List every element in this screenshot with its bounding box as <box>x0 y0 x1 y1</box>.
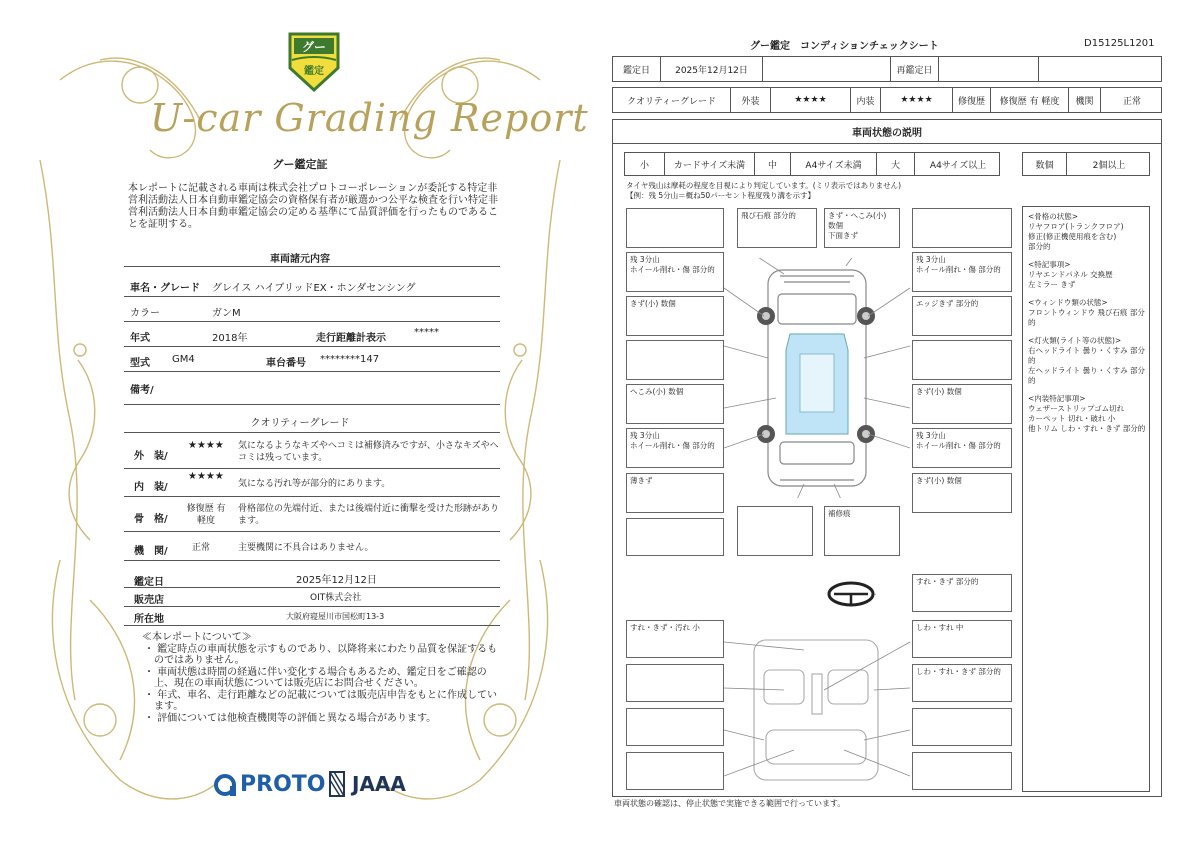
document-id: D15125L1201 <box>1084 38 1155 49</box>
shop-value: OIT株式会社 <box>310 593 362 603</box>
callout-empty <box>912 208 1012 248</box>
callout-text: 補修痕 <box>828 509 851 518</box>
tire-note: タイヤ残山は摩耗の程度を目視により判定しています。(ミリ表示ではありません) <box>626 181 902 190</box>
quality-grade-interior: ★★★★ <box>188 471 224 482</box>
quality-label-engine: 機 関/ <box>134 546 168 557</box>
remark-line: 左ミラー きず <box>1028 280 1076 289</box>
proto-logo-icon <box>214 772 240 798</box>
divider <box>124 432 500 433</box>
callout-text: 残 3分山 <box>630 431 660 440</box>
callout-left-1 <box>626 296 724 336</box>
callout-tire-front-right <box>912 252 1012 292</box>
remark-line: <骨格の状態> <box>1028 212 1079 221</box>
callout-steering <box>912 574 1012 612</box>
footer-note: 車両状態の確認は、停止状態で実施できる範囲で行っています。 <box>614 799 846 808</box>
remark-spacer <box>1028 328 1152 336</box>
model-label: 型式 <box>130 358 150 369</box>
proto-logo-text: PROTO <box>240 772 326 797</box>
divider <box>124 560 500 561</box>
size-mid: 中 <box>755 153 791 175</box>
callout-empty <box>912 752 1012 790</box>
quality-desc-engine: 主要機関に不具合はありません。 <box>238 543 374 553</box>
divider <box>124 296 500 297</box>
jaaa-logo-icon <box>326 770 348 798</box>
callout-text: すれ・きず 部分的 <box>916 577 979 586</box>
appraisal-date-label: 鑑定日 <box>134 577 164 588</box>
jaaa-logo-text: JAAA <box>352 772 406 796</box>
callout-text: ホイール削れ・傷 部分的 <box>630 265 715 274</box>
divider <box>124 531 500 532</box>
divider <box>124 496 500 497</box>
divider <box>124 587 500 588</box>
year-label: 年式 <box>130 333 150 344</box>
remark-line: ウェザーストリップゴム切れ <box>1028 404 1125 413</box>
divider <box>124 371 500 372</box>
remark-spacer <box>1028 290 1152 298</box>
quality-grade-row <box>612 87 1162 113</box>
date-value: 2025年12月12日 <box>661 57 763 81</box>
car-interior-diagram <box>724 630 910 790</box>
logo-sub-text: 鑑定 <box>304 66 324 77</box>
car-name-label: 車名・グレード <box>130 283 200 294</box>
reappraisal-label: 再鑑定日 <box>891 57 939 81</box>
remark-spacer <box>1028 386 1152 394</box>
callout-empty <box>737 506 813 556</box>
size-large-desc: A4サイズ以上 <box>929 160 987 171</box>
callout-right-1 <box>912 296 1012 336</box>
remark-line: フロントウィンドウ 飛び石痕 部分的 <box>1028 308 1145 327</box>
callout-right-2 <box>912 384 1012 424</box>
callout-empty <box>912 340 1012 380</box>
color-label: カラー <box>130 308 160 319</box>
size-small-desc: カードサイズ未満 <box>665 153 755 175</box>
quality-label-interior: 内 装/ <box>134 482 168 493</box>
remark-line: <内装特記事項> <box>1028 394 1086 403</box>
certification-text: 本レポートに記載される車両は株式会社プロトコーポレーションが委託する特定非営利活動法人日本自動車鑑定協会の資格保有者が厳選かつ公平な検査を行い特定非営利活動法人日本自動車鑑定協会の定める基準にて品質評価を行ったものであることを証明する。 <box>128 183 498 230</box>
shop-label: 販売店 <box>134 595 164 606</box>
callout-text: しわ・すれ・きず 部分的 <box>916 667 1001 676</box>
address-value: 大阪府寝屋川市国松町13-3 <box>286 612 385 621</box>
callout-bottom-mid <box>824 506 900 556</box>
callout-text: 薄きず <box>630 476 653 485</box>
check-sheet-title: グー鑑定 コンディションチェックシート <box>750 41 939 52</box>
quality-label-exterior: 外 装/ <box>134 451 168 462</box>
quality-desc-exterior: 気になるようなキズやヘコミは補修済みですが、小さなキズやヘコミは残っています。 <box>238 441 499 463</box>
remark-line: <灯火類(ライト等の状態)> <box>1028 336 1122 345</box>
callout-text: きず(小) 数個 <box>916 476 962 485</box>
reappraisal-empty-cell <box>1039 57 1163 81</box>
reappraisal-value <box>939 57 1039 81</box>
callout-text: へこみ(小) 数個 <box>630 387 684 396</box>
callout-empty <box>912 708 1012 746</box>
callout-tire-rear-left <box>626 428 724 468</box>
odometer-value: ***** <box>414 327 439 338</box>
car-top-view-diagram <box>724 258 910 498</box>
callout-text: 残 3分山 <box>916 255 946 264</box>
logo-brand-text: グー <box>301 40 326 54</box>
int-grade: ★★★★ <box>881 88 953 112</box>
remark-line: 他トリム しわ・すれ・きず 部分的 <box>1028 424 1146 433</box>
quality-heading: クオリティーグレード <box>250 418 350 429</box>
callout-empty <box>626 664 724 702</box>
odometer-label: 走行距離計表示 <box>316 333 386 344</box>
divider <box>124 321 500 322</box>
steering-wheel-icon <box>826 580 876 608</box>
quality-desc-interior: 気になる汚れ等が部分的にあります。 <box>238 479 391 489</box>
divider <box>124 625 500 626</box>
remark-line: 部分的 <box>1028 242 1051 251</box>
remarks-label: 備考/ <box>130 385 154 396</box>
engine-value: 正常 <box>1122 96 1141 107</box>
spec-heading: 車両諸元内容 <box>270 254 330 265</box>
repair-label: 修復歴 <box>953 88 991 112</box>
quality-label-frame: 骨 格/ <box>134 514 168 525</box>
callout-top-mid <box>737 208 817 248</box>
callout-text: きず(小) 数個 <box>916 387 962 396</box>
callout-empty <box>626 340 724 380</box>
callout-text: 残 3分山 <box>916 431 946 440</box>
count-label: 数個 <box>1023 153 1067 175</box>
callout-text: すれ・きず・汚れ 小 <box>630 623 700 632</box>
size-mid-desc: A4サイズ未満 <box>791 153 877 175</box>
callout-text: しわ・すれ 中 <box>916 623 964 632</box>
date-label: 鑑定日 <box>613 57 661 81</box>
callout-tire-rear-right <box>912 428 1012 468</box>
callout-text: 飛び石痕 部分的 <box>741 211 796 220</box>
quality-desc-frame: 骨格部位の先端付近、または後端付近に衝撃を受けた形跡があります。 <box>238 504 500 526</box>
note-item: ・ 評価については他検査機関等の評価と異なる場合があります。 <box>144 712 437 724</box>
callout-empty <box>626 752 724 790</box>
remark-line: リヤエンドパネル 交換歴 <box>1028 270 1113 279</box>
callout-text: 下面きず <box>828 231 858 240</box>
size-legend <box>624 152 1000 176</box>
report-notes <box>142 632 502 724</box>
callout-text: ホイール削れ・傷 部分的 <box>916 265 1001 274</box>
address-label: 所在地 <box>134 614 164 625</box>
model-value: GM4 <box>172 354 195 365</box>
count-legend <box>1022 152 1150 176</box>
callout-interior-left-1 <box>626 620 724 658</box>
quality-grade-frame: 修復歴 有 軽度 <box>186 504 226 526</box>
engine-label: 機関 <box>1069 88 1101 112</box>
callout-text: きず・へこみ(小) 数個 <box>828 211 887 230</box>
repair-value: 修復歴 有 軽度 <box>991 88 1069 112</box>
tire-example: 【例：残 5分山＝概ね50パーセント程度残り溝を示す】 <box>626 191 816 200</box>
callout-empty <box>626 208 724 248</box>
callout-text: 残 3分山 <box>630 255 660 264</box>
appraisal-date-row <box>612 56 1162 82</box>
callout-interior-right-1 <box>912 620 1012 658</box>
remark-line: <ウィンドウ類の状態> <box>1028 298 1108 307</box>
quality-grade-exterior: ★★★★ <box>188 440 224 451</box>
callout-top-right <box>824 208 900 248</box>
callout-text: ホイール削れ・傷 部分的 <box>630 441 715 450</box>
size-small: 小 <box>625 153 665 175</box>
date-empty-cell <box>763 57 891 81</box>
callout-tire-front-left <box>626 252 724 292</box>
color-value: ガンM <box>212 308 241 319</box>
grade-row-label: クオリティーグレード <box>613 88 731 112</box>
divider <box>124 346 500 347</box>
callout-empty <box>626 708 724 746</box>
remark-line: リヤフロア(トランクフロア) <box>1028 222 1124 231</box>
report-subtitle: グー鑑定証 <box>272 158 328 171</box>
size-large: 大 <box>877 153 915 175</box>
callout-left-3 <box>626 473 724 513</box>
notes-heading: ≪本レポートについて≫ <box>142 632 252 643</box>
callout-right-3 <box>912 473 1012 513</box>
callout-text: エッジきず 部分的 <box>916 299 979 308</box>
divider <box>124 404 500 405</box>
remark-line: 右ヘッドライト 曇り・くすみ 部分的 <box>1028 346 1146 365</box>
chassis-value: ********147 <box>320 354 380 365</box>
ext-label: 外装 <box>731 88 771 112</box>
ext-grade: ★★★★ <box>771 88 851 112</box>
note-item: ・ 車両状態は時間の経過に伴い変化する場合もあるため、鑑定日をご確認の上、現在の車両状態については販売店にお問合せください。 <box>144 666 487 689</box>
divider <box>124 606 500 607</box>
callout-text: きず(小) 数個 <box>630 299 676 308</box>
remark-line: 修正(修正機使用痕を含む) <box>1028 232 1117 241</box>
divider <box>124 266 500 267</box>
condition-heading: 車両状態の説明 <box>612 120 1162 144</box>
note-item: ・ 鑑定時点の車両状態を示すものであり、以降将来にわたり品質を保証するものではありません。 <box>144 643 498 666</box>
appraisal-date-value: 2025年12月12日 <box>296 575 377 586</box>
remarks-list <box>1028 212 1152 434</box>
callout-interior-right-2 <box>912 664 1012 702</box>
remark-line: カーペット 切れ・破れ 小 <box>1028 414 1116 423</box>
year-value: 2018年 <box>212 333 248 344</box>
note-item: ・ 年式、車名、走行距離などの記載については販売店申告をもとに作成しています。 <box>144 689 497 712</box>
callout-text: ホイール削れ・傷 部分的 <box>916 441 1001 450</box>
divider <box>124 468 500 469</box>
chassis-label: 車台番号 <box>266 358 306 369</box>
int-label: 内装 <box>851 88 881 112</box>
quality-grade-engine: 正常 <box>192 543 211 553</box>
report-title: U-car Grading Report <box>150 96 589 140</box>
remark-spacer <box>1028 252 1152 260</box>
remark-line: <特記事項> <box>1028 260 1071 269</box>
count-desc: 2個以上 <box>1092 160 1126 171</box>
callout-left-2 <box>626 384 724 424</box>
car-name-value: グレイス ハイブリッドEX・ホンダセンシング <box>212 283 416 294</box>
remark-line: 左ヘッドライト 曇り・くすみ 部分的 <box>1028 366 1146 385</box>
callout-empty <box>626 518 724 556</box>
